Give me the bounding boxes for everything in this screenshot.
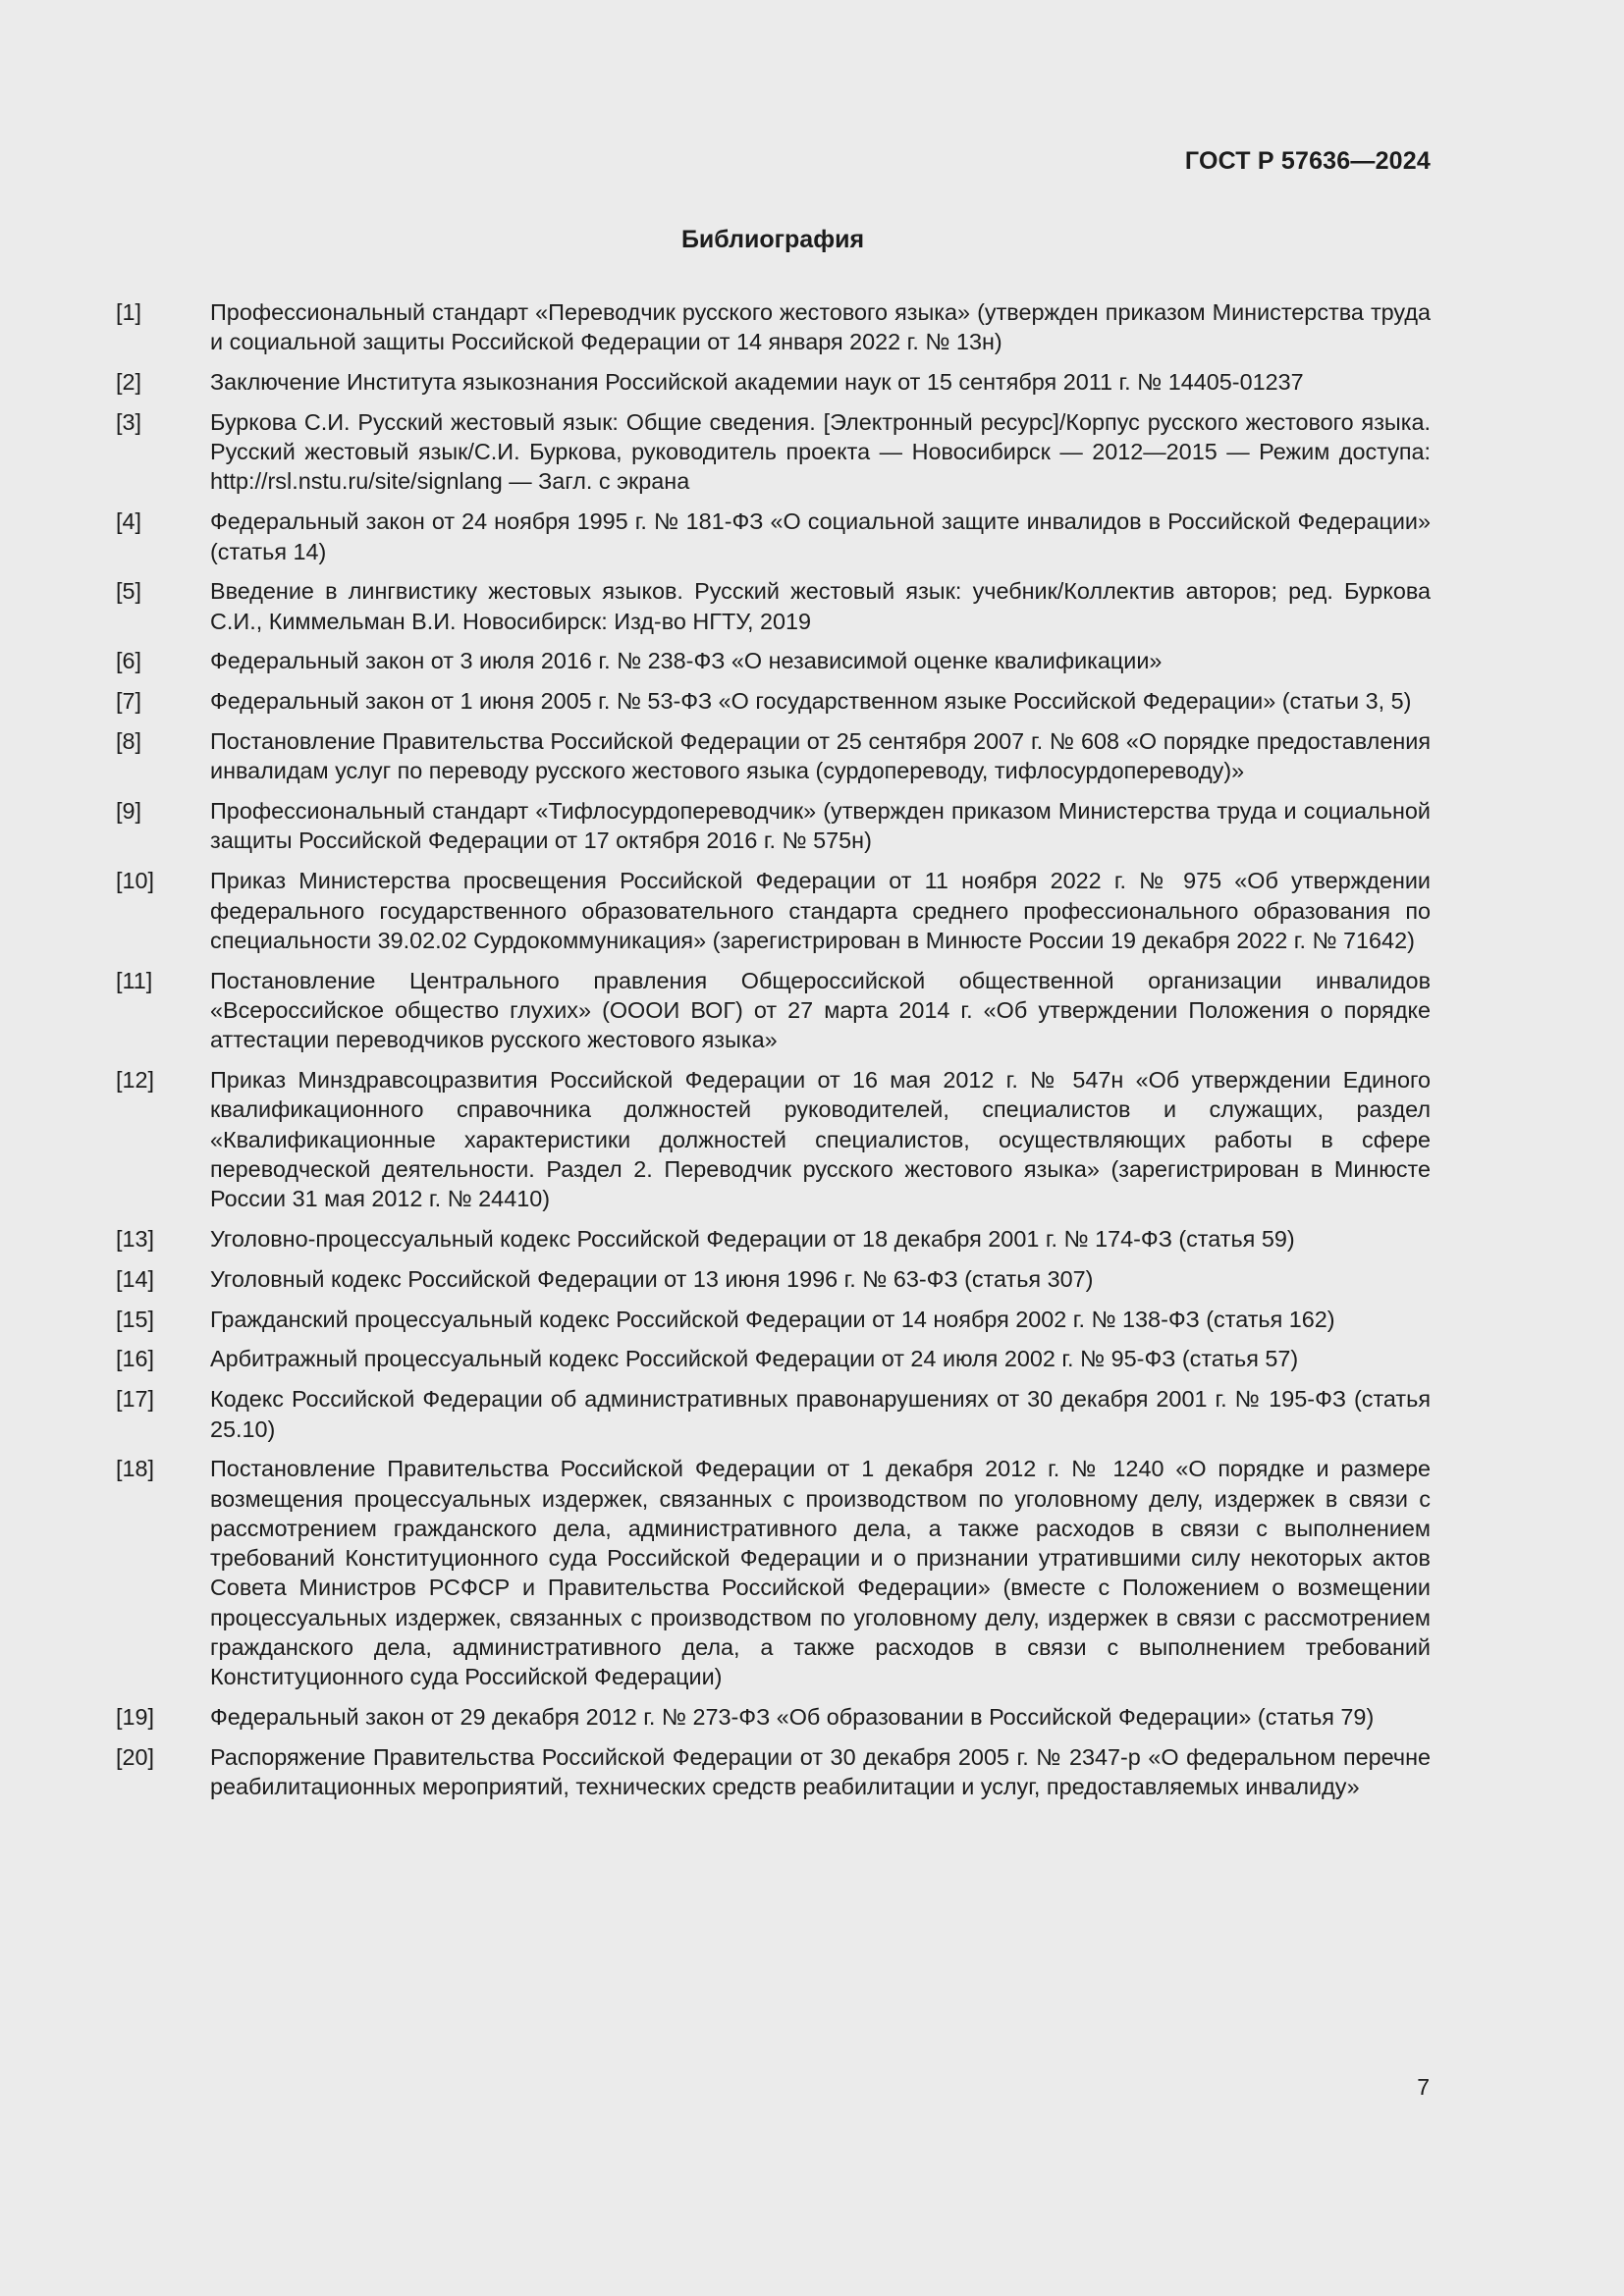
bibliography-entry-text: Заключение Института языкознания Российской академии наук от 15 сентября 2011 г. № 14405-01237: [210, 369, 1304, 396]
bibliography-entry-text: Федеральный закон от 29 декабря 2012 г. № 273-ФЗ «Об образовании в Российской Федерации» (статья 79): [210, 1704, 1375, 1731]
bibliography-entry-text: Распоряжение Правительства Российской Федерации от 30 декабря 2005 г. № 2347-р «О федеральном перечне реабилитационных мероприятий, технических средств реабилитации и услуг, предоставляемых инвалиду»: [210, 1743, 1431, 1800]
standard-code-header: ГОСТ Р 57636—2024: [1184, 147, 1431, 175]
bibliography-entry-number: [4]: [116, 508, 142, 535]
bibliography-entry: [116, 1344, 1431, 1373]
page-title: Библиография: [680, 226, 865, 253]
bibliography-entry-number: [19]: [116, 1704, 155, 1731]
bibliography-entry-number: [14]: [116, 1265, 155, 1292]
bibliography-entry-text: Кодекс Российской Федерации об административных правонарушениях от 30 декабря 2001 г. № 195-ФЗ (статья 25.10): [210, 1386, 1431, 1442]
bibliography-entry-number: [15]: [116, 1306, 155, 1332]
bibliography-entry-number: [11]: [116, 967, 153, 993]
bibliography-entry: [116, 1305, 1431, 1334]
bibliography-entry-text: Профессиональный стандарт «Переводчик русского жестового языка» (утвержден приказом Министерства труда и социальной защиты Российской Федерации от 14 января 2022 г. № 13н): [210, 299, 1431, 355]
bibliography-entry: [116, 726, 1431, 786]
bibliography-entry: [116, 1742, 1431, 1802]
bibliography-entry-text: Приказ Министерства просвещения Российской Федерации от 11 ноября 2022 г. № 975 «Об утверждении федерального государственного образовательного стандарта среднего профессионального образования по специальности 39.02.02 Сурдокоммуникация» (зарегистрирован в Минюсте России 19 декабря 2022 г. № 71642): [210, 868, 1431, 953]
bibliography-entry: [116, 367, 1431, 397]
bibliography-entry: [116, 1702, 1431, 1732]
bibliography-entry-text: Введение в лингвистику жестовых языков. Русский жестовый язык: учебник/Коллектив авторов; ред. Буркова С.И., Киммельман В.И. Новосибирск: Изд-во НГТУ, 2019: [210, 578, 1431, 634]
bibliography-entry-number: [20]: [116, 1743, 155, 1770]
bibliography-entry: [116, 686, 1431, 716]
bibliography-entry-number: [18]: [116, 1456, 155, 1482]
bibliography-entry-number: [10]: [116, 868, 155, 894]
bibliography-entry: [116, 1454, 1431, 1691]
bibliography-entry-text: Федеральный закон от 24 ноября 1995 г. № 181-ФЗ «О социальной защите инвалидов в Российской Федерации» (статья 14): [210, 508, 1431, 564]
bibliography-entry-text: Уголовный кодекс Российской Федерации от 13 июня 1996 г. № 63-ФЗ (статья 307): [210, 1265, 1094, 1292]
bibliography-entry-number: [2]: [116, 369, 142, 396]
page-number: 7: [1417, 2074, 1430, 2100]
bibliography-entry-number: [9]: [116, 798, 142, 825]
bibliography-entry-number: [13]: [116, 1226, 155, 1253]
bibliography-entry: [116, 576, 1431, 636]
bibliography-entry-number: [17]: [116, 1386, 155, 1413]
bibliography-entry: [116, 796, 1431, 856]
bibliography-entry-text: Федеральный закон от 1 июня 2005 г. № 53-ФЗ «О государственном языке Российской Федерации» (статьи 3, 5): [210, 688, 1412, 715]
bibliography-entry-text: Постановление Правительства Российской Федерации от 1 декабря 2012 г. № 1240 «О порядке и размере возмещения процессуальных издержек, связанных с производством по уголовному делу, издержек в связи с рассмотрением гражданского дела, административного дела, а также расходов в связи с выполнением требований Конституционного суда Российской Федерации и о признании утратившими силу некоторых актов Совета Министров РСФСР и Правительства Российской Федерации» (вместе с Положением о возмещении процессуальных издержек, связанных с производством по уголовному делу, издержек в связи с рассмотрением гражданского дела, административного дела, а также расходов в связи с выполнением требований Конституционного суда Российской Федерации): [210, 1456, 1431, 1690]
bibliography-entry: [116, 1264, 1431, 1294]
bibliography-entry-text: Уголовно-процессуальный кодекс Российской Федерации от 18 декабря 2001 г. № 174-ФЗ (статья 59): [210, 1226, 1295, 1253]
bibliography-entry: [116, 646, 1431, 675]
bibliography-entry-text: Гражданский процессуальный кодекс Российской Федерации от 14 ноября 2002 г. № 138-ФЗ (статья 162): [210, 1306, 1335, 1332]
bibliography-entry: [116, 1224, 1431, 1254]
bibliography-entry-number: [3]: [116, 408, 142, 435]
bibliography-entry-text: Федеральный закон от 3 июля 2016 г. № 238-ФЗ «О независимой оценке квалификации»: [210, 648, 1163, 674]
bibliography-entry-text: Профессиональный стандарт «Тифлосурдопереводчик» (утвержден приказом Министерства труда и социальной защиты Российской Федерации от 17 октября 2016 г. № 575н): [210, 798, 1431, 854]
bibliography-entry: [116, 1384, 1431, 1444]
bibliography-entry-number: [1]: [116, 299, 142, 325]
bibliography-entry-number: [6]: [116, 648, 142, 674]
bibliography-entry-number: [5]: [116, 578, 142, 605]
bibliography-entry-text: Постановление Центрального правления Общероссийской общественной организации инвалидов «Всероссийское общество глухих» (ОООИ ВОГ) от 27 марта 2014 г. «Об утверждении Положения о порядке аттестации переводчиков русского жестового языка»: [210, 967, 1431, 1053]
bibliography-list: [116, 297, 1431, 1812]
bibliography-entry-number: [12]: [116, 1067, 155, 1094]
bibliography-entry-number: [7]: [116, 688, 142, 715]
bibliography-entry: [116, 866, 1431, 955]
bibliography-entry-text: Приказ Минздравсоцразвития Российской Федерации от 16 мая 2012 г. № 547н «Об утверждении Единого квалификационного справочника должностей руководителей, специалистов и служащих, раздел «Квалификационные характеристики должностей специалистов, осуществляющих работы в сфере переводческой деятельности. Раздел 2. Переводчик русского жестового языка» (зарегистрирован в Минюсте России 31 мая 2012 г. № 24410): [210, 1067, 1431, 1212]
bibliography-entry: [116, 507, 1431, 566]
bibliography-entry: [116, 966, 1431, 1055]
bibliography-entry-text: Арбитражный процессуальный кодекс Российской Федерации от 24 июля 2002 г. № 95-ФЗ (статья 57): [210, 1346, 1299, 1372]
bibliography-entry: [116, 297, 1431, 357]
bibliography-entry-number: [8]: [116, 728, 142, 755]
bibliography-entry-text: Постановление Правительства Российской Федерации от 25 сентября 2007 г. № 608 «О порядке предоставления инвалидам услуг по переводу русского жестового языка (сурдопереводу, тифлосурдопереводу)»: [210, 728, 1431, 784]
bibliography-entry-number: [16]: [116, 1346, 155, 1372]
bibliography-entry: [116, 407, 1431, 497]
bibliography-entry-text: Буркова С.И. Русский жестовый язык: Общие сведения. [Электронный ресурс]/Корпус русского жестового языка. Русский жестовый язык/С.И. Буркова, руководитель проекта — Новосибирск — 2012—2015 — Режим доступа: http://rsl.nstu.ru/site/signlang — Загл. с экрана: [210, 408, 1431, 495]
bibliography-entry: [116, 1065, 1431, 1213]
